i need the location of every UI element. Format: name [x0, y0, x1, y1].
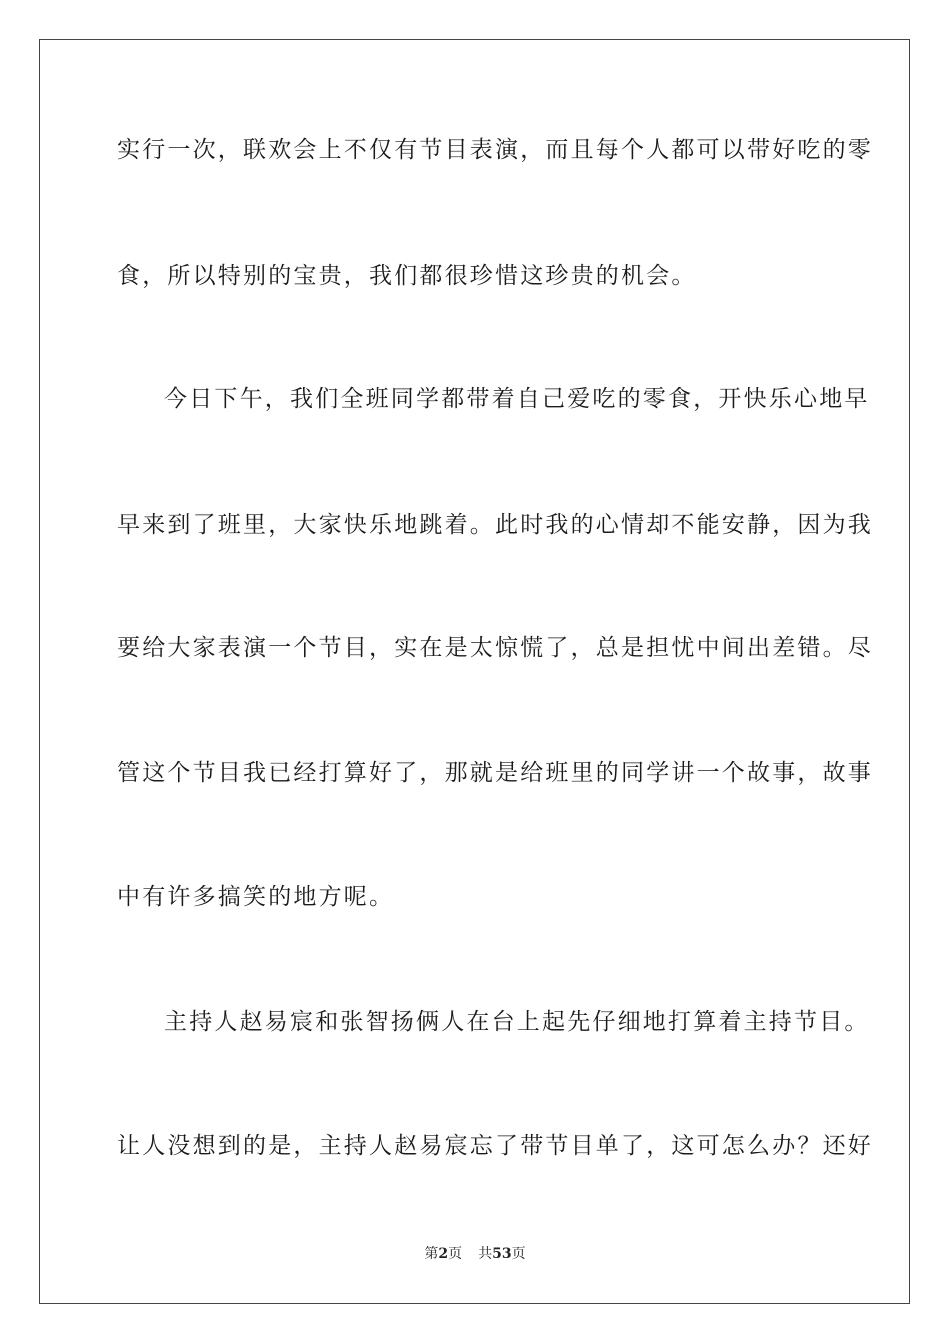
text-line: 食，所以特别的宝贵，我们都很珍惜这珍贵的机会。 [117, 263, 697, 289]
total-pages: 53 [492, 1246, 512, 1262]
page-border [39, 39, 910, 1304]
text-line: 实行一次，联欢会上不仅有节目表演，而且每个人都可以带好吃的零 [117, 137, 873, 163]
text-line: 要给大家表演一个节目，实在是太惊慌了，总是担忧中间出差错。尽 [117, 635, 873, 661]
text-line: 管这个节目我已经打算好了，那就是给班里的同学讲一个故事，故事 [117, 760, 873, 786]
page-footer [0, 1245, 950, 1263]
text-line paragraph-start: 主持人赵易宸和张智扬俩人在台上起先仔细地打算着主持节目。 [164, 1009, 870, 1035]
text-line: 让人没想到的是，主持人赵易宸忘了带节目单了，这可怎么办？还好 [117, 1133, 873, 1159]
page-prefix: 第 [424, 1246, 439, 1262]
total-suffix: 页 [511, 1246, 526, 1262]
page-number: 2 [438, 1246, 449, 1262]
total-prefix: 共 [478, 1246, 493, 1262]
text-line paragraph-start: 今日下午，我们全班同学都带着自己爱吃的零食，开快乐心地早 [164, 386, 870, 412]
text-line: 早来到了班里，大家快乐地跳着。此时我的心情却不能安静，因为我 [117, 512, 873, 538]
page-suffix: 页 [448, 1246, 463, 1262]
text-line: 中有许多搞笑的地方呢。 [117, 884, 395, 910]
